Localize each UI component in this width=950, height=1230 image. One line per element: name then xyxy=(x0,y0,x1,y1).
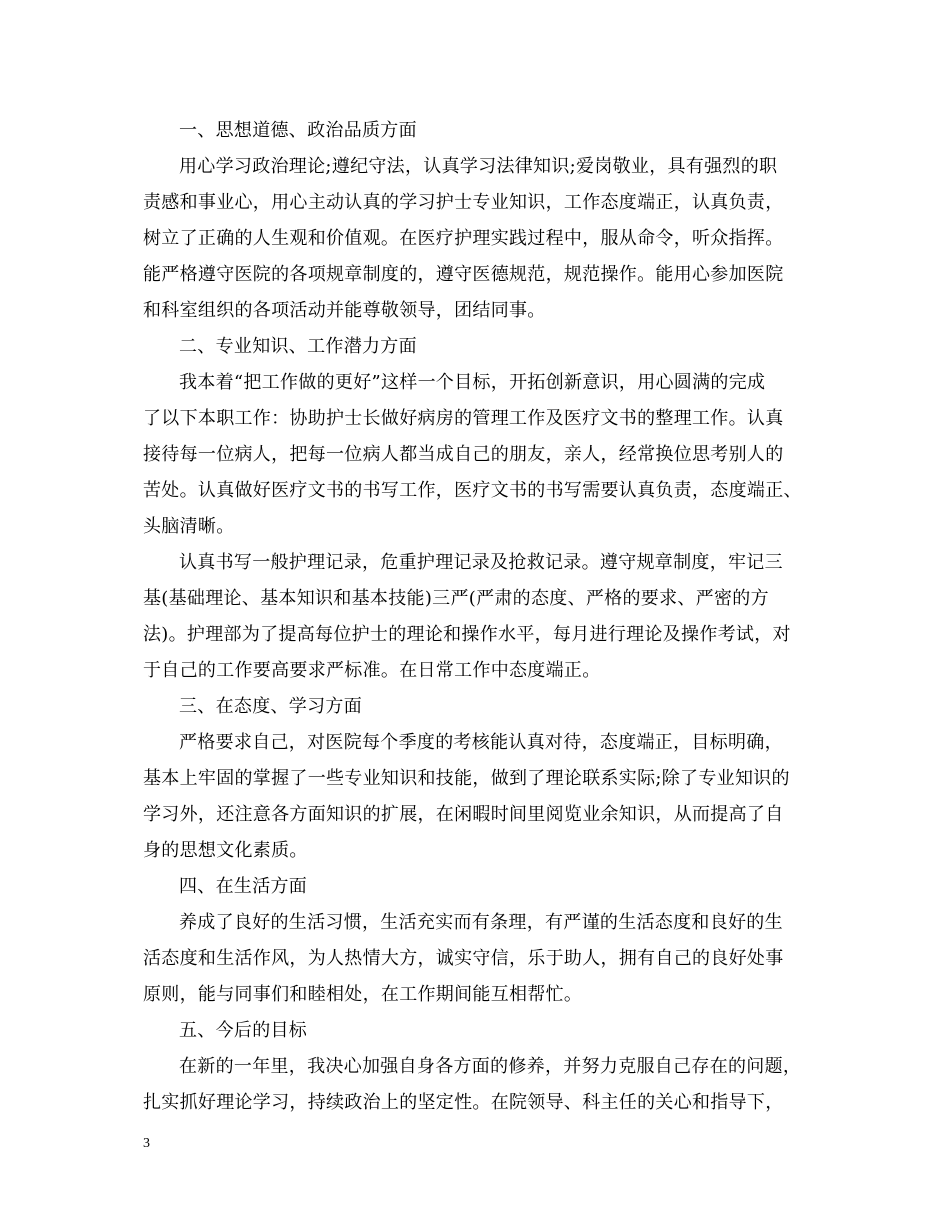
section-3-paragraph-1: 严格要求自己，对医院每个季度的考核能认真对待，态度端正，目标明确， 基本上牢固的掌握了一些专业知识和技能，做到了理论联系实际;除了专业知识的 学习外，还注意各方面知识的扩展，在闲暇时间里阅览业余知识，从而提高了自 身的思想文化素质。 xyxy=(143,732,790,861)
section-heading-3: 三、在态度、学习方面 xyxy=(179,696,362,717)
section-4-paragraph-1: 养成了良好的生活习惯，生活充实而有条理，有严谨的生活态度和良好的生 活态度和生活作风，为人热情大方，诚实守信，乐于助人，拥有自己的良好处事 原则，能与同事们和睦相处，在工作期间能互相帮忙。 xyxy=(143,912,784,1005)
section-heading-1: 一、思想道德、政治品质方面 xyxy=(179,120,417,141)
section-heading-5: 五、今后的目标 xyxy=(179,1020,308,1041)
document-body xyxy=(143,113,803,1121)
section-heading-2: 二、专业知识、工作潜力方面 xyxy=(179,336,417,357)
page-number: 3 xyxy=(143,1136,150,1151)
section-2-paragraph-1: 我本着“把工作做的更好”这样一个目标，开拓创新意识，用心圆满的完成 了以下本职工作：协助护士长做好病房的管理工作及医疗文书的整理工作。认真 接待每一位病人，把每一位病人都当成自己的朋友，亲人，经常换位思考别人的 苦处。认真做好医疗文书的书写工作，医疗文书的书写需要认真负责，态度端正、 头脑清晰。 xyxy=(143,372,802,537)
section-1-paragraph-1: 用心学习政治理论;遵纪守法，认真学习法律知识;爱岗敬业，具有强烈的职 责感和事业心，用心主动认真的学习护士专业知识，工作态度端正，认真负责， 树立了正确的人生观和价值观。在医疗护理实践过程中，服从命令，听众指挥。 能严格遵守医院的各项规章制度的，遵守医德规范，规范操作。能用心参加医院 和科室组织的各项活动并能尊敬领导，团结同事。 xyxy=(143,156,784,321)
section-heading-4: 四、在生活方面 xyxy=(179,876,308,897)
section-2-paragraph-2: 认真书写一般护理记录，危重护理记录及抢救记录。遵守规章制度，牢记三 基(基础理论、基本知识和基本技能)三严(严肃的态度、严格的要求、严密的方 法)。护理部为了提高每位护士的理论和操作水平，每月进行理论及操作考试，对 于自己的工作要高要求严标准。在日常工作中态度端正。 xyxy=(143,552,791,681)
section-5-paragraph-1: 在新的一年里，我决心加强自身各方面的修养，并努力克服自己存在的问题， 扎实抓好理论学习，持续政治上的坚定性。在院领导、科主任的关心和指导下， xyxy=(143,1056,802,1113)
